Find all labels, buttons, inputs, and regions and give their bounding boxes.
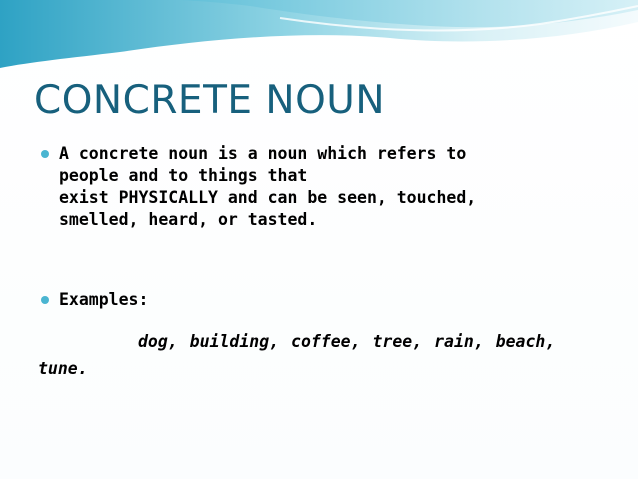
examples-label: Examples: [59, 290, 149, 309]
bullet-dot-icon [41, 150, 49, 158]
bullet-dot-icon [41, 296, 49, 304]
definition-text: A concrete noun is a noun which refers to people and to things that exist PHYSICALLY and can be seen, touched, smelled, heard, or tasted. [59, 144, 477, 229]
bullet-definition [41, 143, 476, 231]
slide-title: CONCRETE NOUN [34, 78, 386, 123]
bullet-examples [41, 289, 148, 311]
header-wave-decoration [0, 0, 638, 70]
examples-list: dog, building, coffee, tree, rain, beach, tune. [38, 332, 556, 378]
